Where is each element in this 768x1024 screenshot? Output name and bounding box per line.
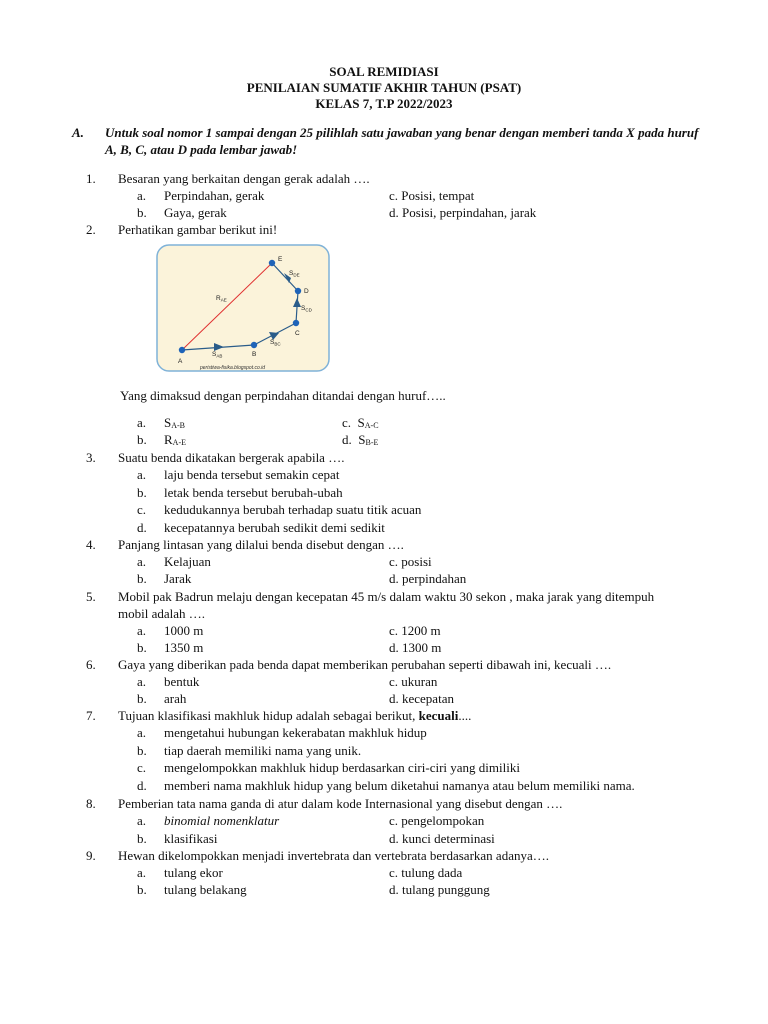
point-c xyxy=(293,320,299,326)
question-stem: Tujuan klasifikasi makhluk hidup adalah sebagai berikut, kecuali.... xyxy=(118,708,472,723)
question-number: 9. xyxy=(86,848,96,863)
question-2 xyxy=(86,221,696,238)
question-5 xyxy=(86,588,696,622)
question-8 xyxy=(86,795,696,812)
option-letter: a. xyxy=(137,813,147,828)
question-stem: Suatu benda dikatakan bergerak apabila …. xyxy=(118,450,345,465)
option-d: d. perpindahan xyxy=(389,571,467,586)
option-text: klasifikasi xyxy=(164,831,218,846)
option-text: memberi nama makhluk hidup yang belum diketahui namanya atau belum memiliki nama. xyxy=(164,778,635,793)
option-letter: b. xyxy=(137,831,147,846)
option-c: c. 1200 m xyxy=(389,623,441,638)
option-letter: a. xyxy=(137,415,147,430)
option-letter: b. xyxy=(137,640,147,655)
question-stem: Perhatikan gambar berikut ini! xyxy=(118,222,278,237)
option-text: mengetahui hubungan kekerabatan makhluk hidup xyxy=(164,725,427,740)
option-letter: b. xyxy=(137,571,147,586)
question-number: 2. xyxy=(86,222,96,237)
question-stem: Panjang lintasan yang dilalui benda disebut dengan …. xyxy=(118,537,404,552)
point-a xyxy=(179,347,185,353)
header-class-year: KELAS 7, T.P 2022/2023 xyxy=(315,96,453,111)
question-number: 7. xyxy=(86,708,96,723)
question-number: 6. xyxy=(86,657,96,672)
option-c: c. posisi xyxy=(389,554,432,569)
option-text: 1000 m xyxy=(164,623,204,638)
question-stem: Mobil pak Badrun melaju dengan kecepatan 45 m/s dalam waktu 30 sekon , maka jarak yang ditempuh mobil adalah …. xyxy=(118,589,655,621)
option-text: kedudukannya berubah terhadap suatu titik acuan xyxy=(164,502,422,517)
option-letter: d. xyxy=(137,520,147,535)
label-scd: $S_{CD}$ xyxy=(301,305,312,313)
option-text: letak benda tersebut berubah-ubah xyxy=(164,485,343,500)
header-title: SOAL REMIDIASI xyxy=(329,64,439,79)
option-letter: a. xyxy=(137,623,147,638)
question-9 xyxy=(86,847,696,864)
question-2-followup: Yang dimaksud dengan perpindahan ditandai dengan huruf….. xyxy=(120,388,446,403)
label-sab: $S_{AB}$ xyxy=(212,351,223,359)
option-d: d. Posisi, perpindahan, jarak xyxy=(389,205,537,220)
document-header xyxy=(0,64,768,112)
option-d: d. $S_{B-E}$ xyxy=(342,432,379,447)
displacement-diagram-svg xyxy=(156,244,330,372)
option-d: d. 1300 m xyxy=(389,640,442,655)
option-text: tulang ekor xyxy=(164,865,223,880)
option-text: arah xyxy=(164,691,187,706)
option-d: d. kecepatan xyxy=(389,691,454,706)
option-text: mengelompokkan makhluk hidup berdasarkan ciri-ciri yang dimiliki xyxy=(164,760,520,775)
option-letter: c. xyxy=(137,502,147,517)
option-letter: b. xyxy=(137,205,147,220)
question-7 xyxy=(86,707,696,724)
question-1 xyxy=(86,170,696,187)
option-c: c. $S_{A-C}$ xyxy=(342,415,379,430)
option-c: c. Posisi, tempat xyxy=(389,188,475,203)
option-text: tulang belakang xyxy=(164,882,247,897)
option-text: tiap daerah memiliki nama yang unik. xyxy=(164,743,362,758)
option-text: $S_{A-B}$ xyxy=(164,415,186,430)
option-letter: b. xyxy=(137,691,147,706)
question-stem: Gaya yang diberikan pada benda dapat memberikan perubahan seperti dibawah ini, kecuali …. xyxy=(118,657,612,672)
option-letter: b. xyxy=(137,432,147,447)
question-stem: Besaran yang berkaitan dengan gerak adalah …. xyxy=(118,171,370,186)
label-sde: $S_{DE}$ xyxy=(289,270,300,278)
label-rae: $R_{AE}$ xyxy=(216,295,227,303)
figure-watermark: peristiwa-fisika.blogspot.co.id xyxy=(200,365,266,371)
label-b: B xyxy=(252,351,257,358)
option-text: Jarak xyxy=(164,571,192,586)
option-text: Gaya, gerak xyxy=(164,205,227,220)
question-4 xyxy=(86,536,696,553)
question-stem: Hewan dikelompokkan menjadi invertebrata dan vertebrata berdasarkan adanya…. xyxy=(118,848,549,863)
option-letter: a. xyxy=(137,674,147,689)
question-number: 4. xyxy=(86,537,96,552)
point-b xyxy=(251,342,257,348)
question-3 xyxy=(86,449,696,466)
section-letter: A. xyxy=(72,125,84,140)
option-c: c. pengelompokan xyxy=(389,813,485,828)
option-text: kecepatannya berubah sedikit demi sedikit xyxy=(164,520,385,535)
option-letter: b. xyxy=(137,882,147,897)
emphasis-kecuali: kecuali xyxy=(418,708,459,723)
section-instruction-text: Untuk soal nomor 1 sampai dengan 25 pilihlah satu jawaban yang benar dengan memberi tanda X pada huruf A, B, C, atau D pada lembar jawab! xyxy=(105,125,699,157)
option-letter: a. xyxy=(137,188,147,203)
option-text: laju benda tersebut semakin cepat xyxy=(164,467,340,482)
option-text: $R_{A-E}$ xyxy=(164,432,186,447)
option-letter: a. xyxy=(137,554,147,569)
label-e: E xyxy=(278,256,283,263)
option-letter: b. xyxy=(137,743,147,758)
option-d: d. kunci determinasi xyxy=(389,831,495,846)
question-number: 3. xyxy=(86,450,96,465)
option-text: 1350 m xyxy=(164,640,204,655)
option-letter: a. xyxy=(137,865,147,880)
option-text: binomial nomenklatur xyxy=(164,813,280,828)
question-stem: Pemberian tata nama ganda di atur dalam kode Internasional yang disebut dengan …. xyxy=(118,796,563,811)
label-d: D xyxy=(304,288,309,295)
option-letter: b. xyxy=(137,485,147,500)
label-sbc: $S_{BC}$ xyxy=(270,339,281,347)
option-letter: a. xyxy=(137,467,147,482)
option-d: d. tulang punggung xyxy=(389,882,490,897)
option-c: c. tulung dada xyxy=(389,865,463,880)
label-c: C xyxy=(295,330,300,337)
option-letter: a. xyxy=(137,725,147,740)
option-c: c. ukuran xyxy=(389,674,438,689)
option-text: Kelajuan xyxy=(164,554,211,569)
question-number: 8. xyxy=(86,796,96,811)
point-d xyxy=(295,288,301,294)
section-a-instruction xyxy=(72,124,712,158)
option-letter: d. xyxy=(137,778,147,793)
question-6 xyxy=(86,656,696,673)
option-text: Perpindahan, gerak xyxy=(164,188,265,203)
question-number: 1. xyxy=(86,171,96,186)
option-text: bentuk xyxy=(164,674,200,689)
question-number: 5. xyxy=(86,589,96,604)
displacement-diagram xyxy=(156,244,330,372)
header-subtitle: PENILAIAN SUMATIF AKHIR TAHUN (PSAT) xyxy=(246,80,522,95)
point-e xyxy=(269,260,275,266)
label-a: A xyxy=(178,358,183,365)
option-letter: c. xyxy=(137,760,147,775)
